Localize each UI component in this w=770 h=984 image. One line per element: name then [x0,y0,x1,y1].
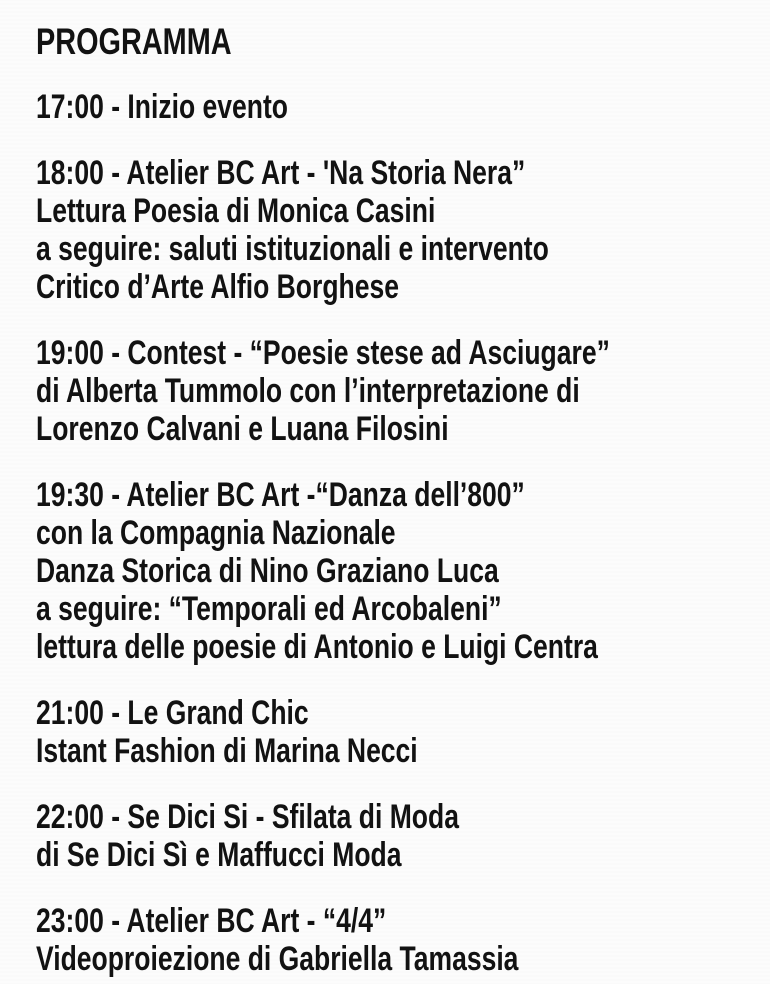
schedule-block-21-00 [36,694,760,770]
schedule-line: Videoproiezione di Gabriella Tamassia [36,940,519,978]
schedule-line: Lorenzo Calvani e Luana Filosini [36,410,449,448]
schedule-line: di Se Dici Sì e Maffucci Moda [36,836,402,874]
schedule-block-19-30 [36,476,760,666]
schedule-line: Istant Fashion di Marina Necci [36,732,418,770]
page-title: PROGRAMMA [36,21,232,62]
schedule-line: a seguire: “Temporali ed Arcobaleni” [36,590,502,628]
schedule-block-19-00 [36,334,760,448]
schedule-line: lettura delle poesie di Antonio e Luigi Centra [36,628,598,666]
schedule-line: 19:30 - Atelier BC Art -“Danza dell’800” [36,476,525,514]
schedule-line: di Alberta Tummolo con l’interpretazione di [36,372,580,410]
schedule-block-17-00 [36,88,760,126]
schedule-block-22-00 [36,798,760,874]
schedule-line: Danza Storica di Nino Graziano Luca [36,552,499,590]
schedule-block-18-00 [36,154,760,306]
schedule-block-23-00 [36,902,760,978]
schedule-line: Critico d’Arte Alfio Borghese [36,268,399,306]
schedule-line: 23:00 - Atelier BC Art - “4/4” [36,902,387,940]
schedule-line: 17:00 - Inizio evento [36,88,289,126]
schedule-line: 18:00 - Atelier BC Art - 'Na Storia Nera” [36,154,526,192]
schedule-line: Lettura Poesia di Monica Casini [36,192,436,230]
schedule-line: a seguire: saluti istituzionali e intervento [36,230,549,268]
schedule-line: 22:00 - Se Dici Si - Sfilata di Moda [36,798,459,836]
schedule-line: 21:00 - Le Grand Chic [36,694,309,732]
schedule-line: con la Compagnia Nazionale [36,514,396,552]
schedule-line: 19:00 - Contest - “Poesie stese ad Asciugare” [36,334,610,372]
